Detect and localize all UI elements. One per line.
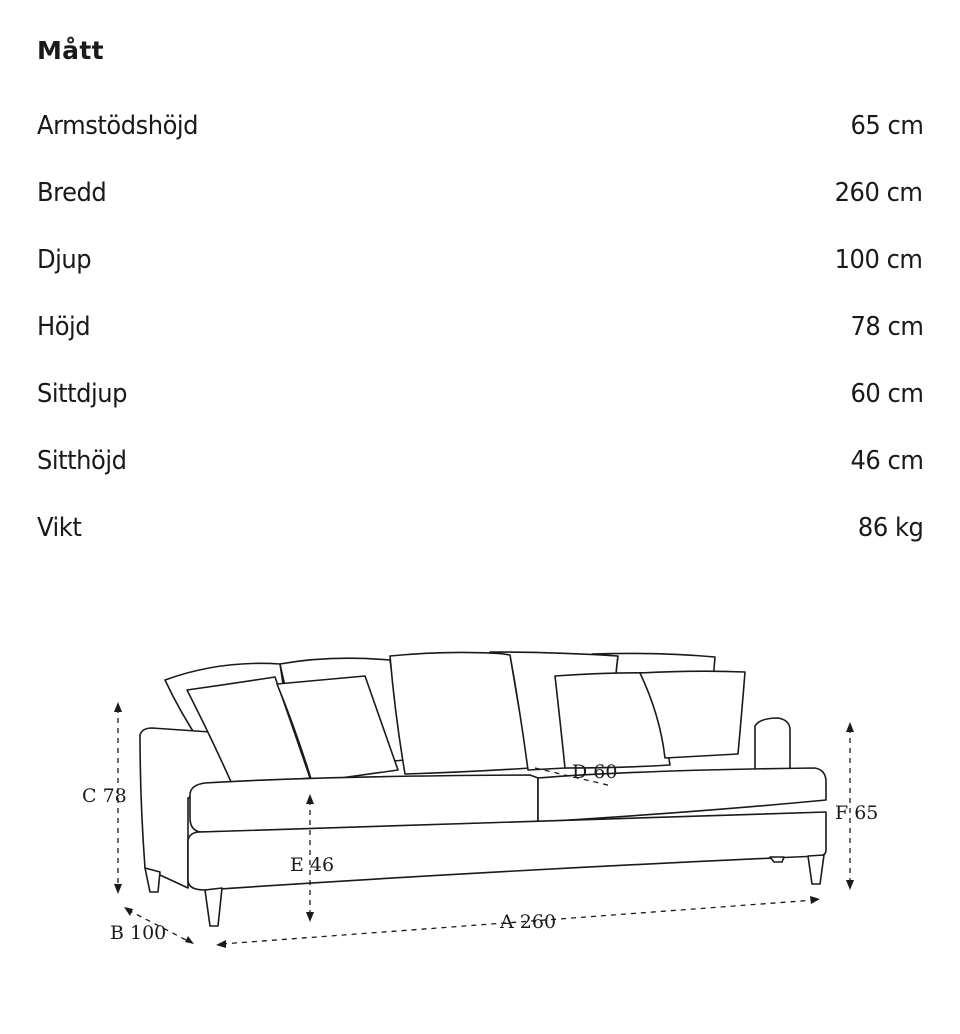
dimension-row-seat-height bbox=[37, 427, 923, 494]
sofa-leg bbox=[808, 855, 824, 884]
dimension-label-a: A 260 bbox=[500, 911, 557, 933]
dimension-list bbox=[37, 92, 923, 561]
dimension-value: 260 cm bbox=[835, 177, 923, 208]
sofa-leg bbox=[770, 857, 784, 862]
dimension-label: Bredd bbox=[37, 177, 107, 208]
section-title: Mått bbox=[37, 36, 104, 65]
dimension-label: Sitthöjd bbox=[37, 445, 127, 476]
dimension-label: Armstödshöjd bbox=[37, 110, 199, 141]
dimension-value: 86 kg bbox=[857, 512, 923, 543]
sofa-leg bbox=[145, 868, 160, 892]
dimension-label: Höjd bbox=[37, 311, 91, 342]
dimension-label: Sittdjup bbox=[37, 378, 128, 409]
sofa-dimension-diagram bbox=[0, 620, 960, 1000]
dimension-label-b: B 100 bbox=[110, 922, 167, 944]
dimension-label: Vikt bbox=[37, 512, 82, 543]
dimension-row-seat-depth bbox=[37, 360, 923, 427]
dimension-label-d: D 60 bbox=[572, 761, 618, 783]
dimension-label: Djup bbox=[37, 244, 92, 275]
dimension-value: 78 cm bbox=[850, 311, 923, 342]
dimension-value: 65 cm bbox=[850, 110, 923, 141]
dimension-row-height bbox=[37, 293, 923, 360]
dimension-label-c: C 78 bbox=[82, 785, 127, 807]
dimension-label-f: F 65 bbox=[835, 802, 879, 824]
dimension-value: 100 cm bbox=[835, 244, 923, 275]
dimension-row-weight bbox=[37, 494, 923, 561]
dimension-value: 60 cm bbox=[850, 378, 923, 409]
dimension-row-depth bbox=[37, 226, 923, 293]
dimension-row-armrest-height bbox=[37, 92, 923, 159]
dimension-value: 46 cm bbox=[850, 445, 923, 476]
dimension-row-width bbox=[37, 159, 923, 226]
dimension-label-e: E 46 bbox=[290, 854, 335, 876]
sofa-leg bbox=[205, 888, 222, 926]
